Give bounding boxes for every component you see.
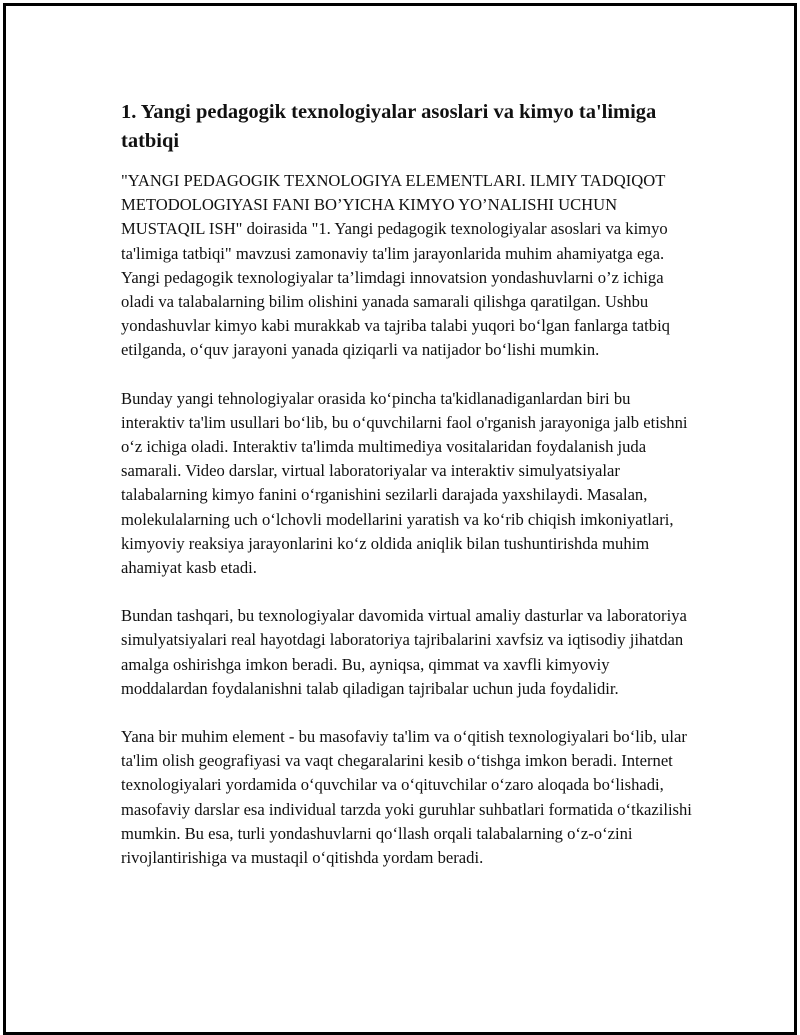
paragraph-intro: "YANGI PEDAGOGIK TEXNOLOGIYA ELEMENTLARI. ILMIY TADQIQOT METODOLOGIYASI FANI BO’YICHA KIMYO YO’NALISHI UCHUN MUSTAQIL ISH" doirasida "1. Yangi pedagogik texnologiyalar asoslari va kimyo ta'limiga tatbiqi" mavzusi zamonaviy ta'lim jarayonlarida muhim ahamiyatga ega. Yangi pedagogik texnologiyalar ta’limdagi innovatsion yondashuvlarni o’z ichiga oladi va talabalarning bilim olishini yanada samarali qilishga qaratilgan. Ushbu yondashuvlar kimyo kabi murakkab va tajriba talabi yuqori bo‘lgan fanlarga tatbiq etilganda, o‘quv jarayoni yanada qiziqarli va natijador bo‘lishi mumkin. [121, 171, 670, 360]
section-heading: 1. Yangi pedagogik texnologiyalar asoslari va kimyo ta'limiga tatbiqi [121, 101, 657, 152]
document-page [3, 3, 797, 1035]
document-content [121, 98, 696, 894]
paragraph-distance-learning: Yana bir muhim element - bu masofaviy ta'lim va o‘qitish texnologiyalari bo‘lib, ular ta'lim olish geografiyasi va vaqt chegaralarini kesib o‘tishga imkon beradi. Internet texnologiyalari yordamida o‘quvchilar va o‘qituvchilar o‘zaro aloqada bo‘lishadi, masofaviy darslar esa individual tarzda yoki guruhlar suhbatlari formatida o‘tkazilishi mumkin. Bu esa, turli yondashuvlarni qo‘llash orqali talabalarning o‘z-o‘zini rivojlantirishiga va mustaqil o‘qitishda yordam beradi. [121, 727, 692, 868]
paragraph-interactive-learning: Bunday yangi tehnologiyalar orasida ko‘pincha ta'kidlanadiganlardan biri bu interaktiv ta'lim usullari bo‘lib, bu o‘quvchilarni faol o'rganish jarayoniga jalb etishni o‘z ichiga oladi. Interaktiv ta'limda multimediya vositalaridan foydalanish juda samarali. Video darslar, virtual laboratoriyalar va interaktiv simulyatsiyalar talabalarning kimyo fanini o‘rganishini sezilarli darajada yaxshilaydi. Masalan, molekulalarning uch o‘lchovli modellarini yaratish va ko‘rib chiqish imkoniyatlari, kimyoviy reaksiya jarayonlarini ko‘z oldida aniqlik bilan tushuntirishda muhim ahamiyat kasb etadi. [121, 388, 688, 578]
paragraph-virtual-labs: Bundan tashqari, bu texnologiyalar davomida virtual amaliy dasturlar va laboratoriya simulyatsiyalari real hayotdagi laboratoriya tajribalarini xavfsiz va iqtisodiy jihatdan amalga oshirishga imkon beradi. Bu, ayniqsa, qimmat va xavfli kimyoviy moddalardan foydalanishni talab qiladigan tajribalar uchun juda foydalidir. [121, 606, 687, 698]
